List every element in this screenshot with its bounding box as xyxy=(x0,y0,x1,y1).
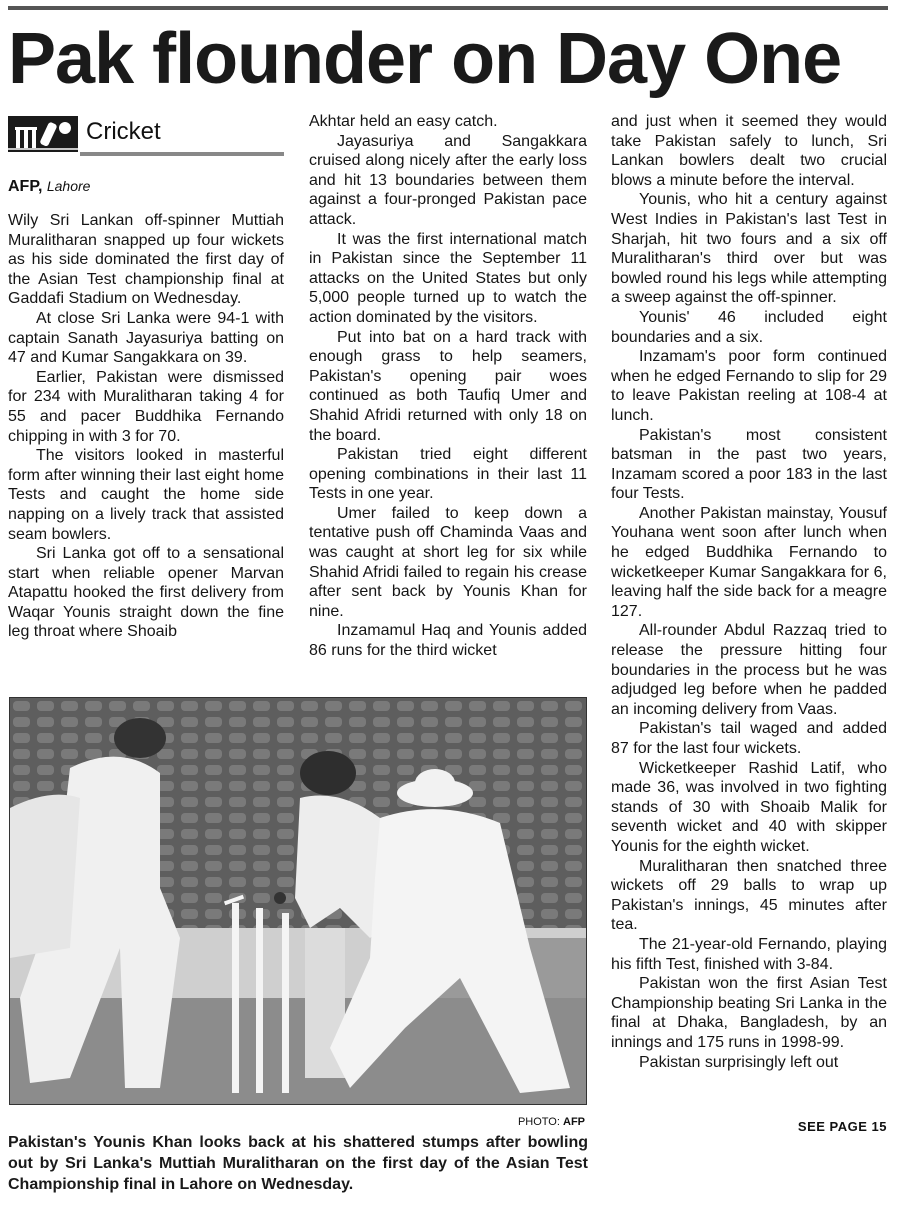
article-column-3 xyxy=(611,112,887,1122)
paragraph: Younis, who hit a century against West Indies in Pakistan's last Test in Sharjah, hit two fours and a six off Muralitharan's third over but was bowled round his legs while attempting a sweep against the off-spinner. xyxy=(611,191,887,307)
cricket-photo xyxy=(9,697,587,1105)
paragraph: The visitors looked in masterful form after winning their last eight home Tests and caught the home side napping on a lively track that assisted seam bowlers. xyxy=(8,447,284,543)
byline xyxy=(8,176,90,197)
paragraph: Pakistan tried eight different opening combinations in their last 11 Tests in one year. xyxy=(309,446,587,503)
cricket-photo-illustration xyxy=(10,698,586,1104)
paragraph: Wily Sri Lankan off-spinner Muttiah Muralitharan snapped up four wickets as his side dominated the first day of the Asian Test championship final at Gaddafi Stadium on Wednesday. xyxy=(8,212,284,308)
section-label: Cricket xyxy=(86,118,161,145)
article-column-2 xyxy=(309,112,587,674)
paragraph: Inzamam's poor form continued when he edged Fernando to slip for 29 to leave Pakistan reeling at 108-4 at lunch. xyxy=(611,348,887,424)
paragraph: Inzamamul Haq and Younis added 86 runs for the third wicket xyxy=(309,622,587,660)
paragraph: Sri Lanka got off to a sensational start when reliable opener Marvan Atapattu hooked the first delivery from Waqar Younis straight down the fine leg throat where Shoaib xyxy=(8,545,284,641)
article-column-1 xyxy=(8,211,284,671)
paragraph: The 21-year-old Fernando, playing his fifth Test, finished with 3-84. xyxy=(611,935,887,973)
photo-credit xyxy=(400,1115,585,1129)
paragraph: Muralitharan then snatched three wickets off 29 balls to wrap up Pakistan's innings, 45 minutes after tea. xyxy=(611,857,887,934)
paragraph: It was the first international match in Pakistan since the September 11 attacks on the United States but only 5,000 people turned up to watch the action dominated by the visitors. xyxy=(309,230,587,326)
cricket-bat-ball-icon xyxy=(8,116,78,152)
paragraph: Another Pakistan mainstay, Yousuf Youhana went soon after lunch when he edged Buddhika Fernando to wicketkeeper Kumar Sangakkara for 6, leaving half the side back for a meagre 127. xyxy=(611,504,887,620)
paragraph: Umer failed to keep down a tentative push off Chaminda Vaas and was caught at short leg for six while Shahid Afridi failed to regain his crease after sent back by Younis Khan for nine. xyxy=(309,504,587,620)
paragraph: Pakistan surprisingly left out xyxy=(639,1053,839,1071)
paragraph: Younis' 46 included eight boundaries and a six. xyxy=(611,308,887,346)
top-rule xyxy=(8,6,888,10)
paragraph: Akhtar held an easy catch. xyxy=(309,113,498,130)
byline-source: AFP, xyxy=(8,178,43,195)
paragraph: Jayasuriya and Sangakkara cruised along nicely after the early loss and hit 13 boundaries between them against a four-pronged Pakistan pace attack. xyxy=(309,132,587,228)
paragraph: and just when it seemed they would take Pakistan safely to lunch, Sri Lankan bowlers dealt two crucial blows a minute before the interval. xyxy=(611,113,887,189)
paragraph: Pakistan's most consistent batsman in the past two years, Inzamam scored a poor 183 in the last four Tests. xyxy=(611,426,887,503)
byline-location: Lahore xyxy=(46,178,91,194)
paragraph: Earlier, Pakistan were dismissed for 234 with Muralitharan taking 4 for 55 and pacer Buddhika Fernando chipping in with 3 for 70. xyxy=(8,368,284,445)
paragraph: Pakistan won the first Asian Test Championship beating Sri Lanka in the final at Dhaka, Bangladesh, by an innings and 175 runs in 1998-99. xyxy=(611,975,887,1051)
photo-credit-prefix: PHOTO: xyxy=(517,1116,560,1128)
headline: Pak flounder on Day One xyxy=(8,19,842,99)
paragraph: Pakistan's tail waged and added 87 for the last four wickets. xyxy=(611,720,887,757)
photo-credit-source: AFP xyxy=(563,1116,585,1128)
paragraph: Wicketkeeper Rashid Latif, who made 36, was involved in two fighting stands of 30 with Shoaib Malik for seventh wicket and 40 with skipper Younis for the eighth wicket. xyxy=(611,759,887,855)
section-rule xyxy=(80,152,284,156)
paragraph: At close Sri Lanka were 94-1 with captain Sanath Jayasuriya batting on 47 and Kumar Sangakkara on 39. xyxy=(8,309,284,367)
continuation-link[interactable]: SEE PAGE 15 xyxy=(797,1119,887,1134)
paragraph: All-rounder Abdul Razzaq tried to release the pressure hitting four boundaries in the process but he was adjudged leg before when he padded an incoming delivery from Vaas. xyxy=(611,622,887,718)
photo-caption: Pakistan's Younis Khan looks back at his shattered stumps after bowling out by Sri Lanka's Muttiah Muralitharan on the first day of the Asian Test Championship final in Lahore on Wednesday. xyxy=(8,1134,588,1193)
section-header xyxy=(8,112,284,156)
paragraph: Put into bat on a hard track with enough grass to help seamers, Pakistan's opening pair woes continued as both Taufiq Umer and Shahid Afridi returned with only 18 on the board. xyxy=(309,328,587,444)
